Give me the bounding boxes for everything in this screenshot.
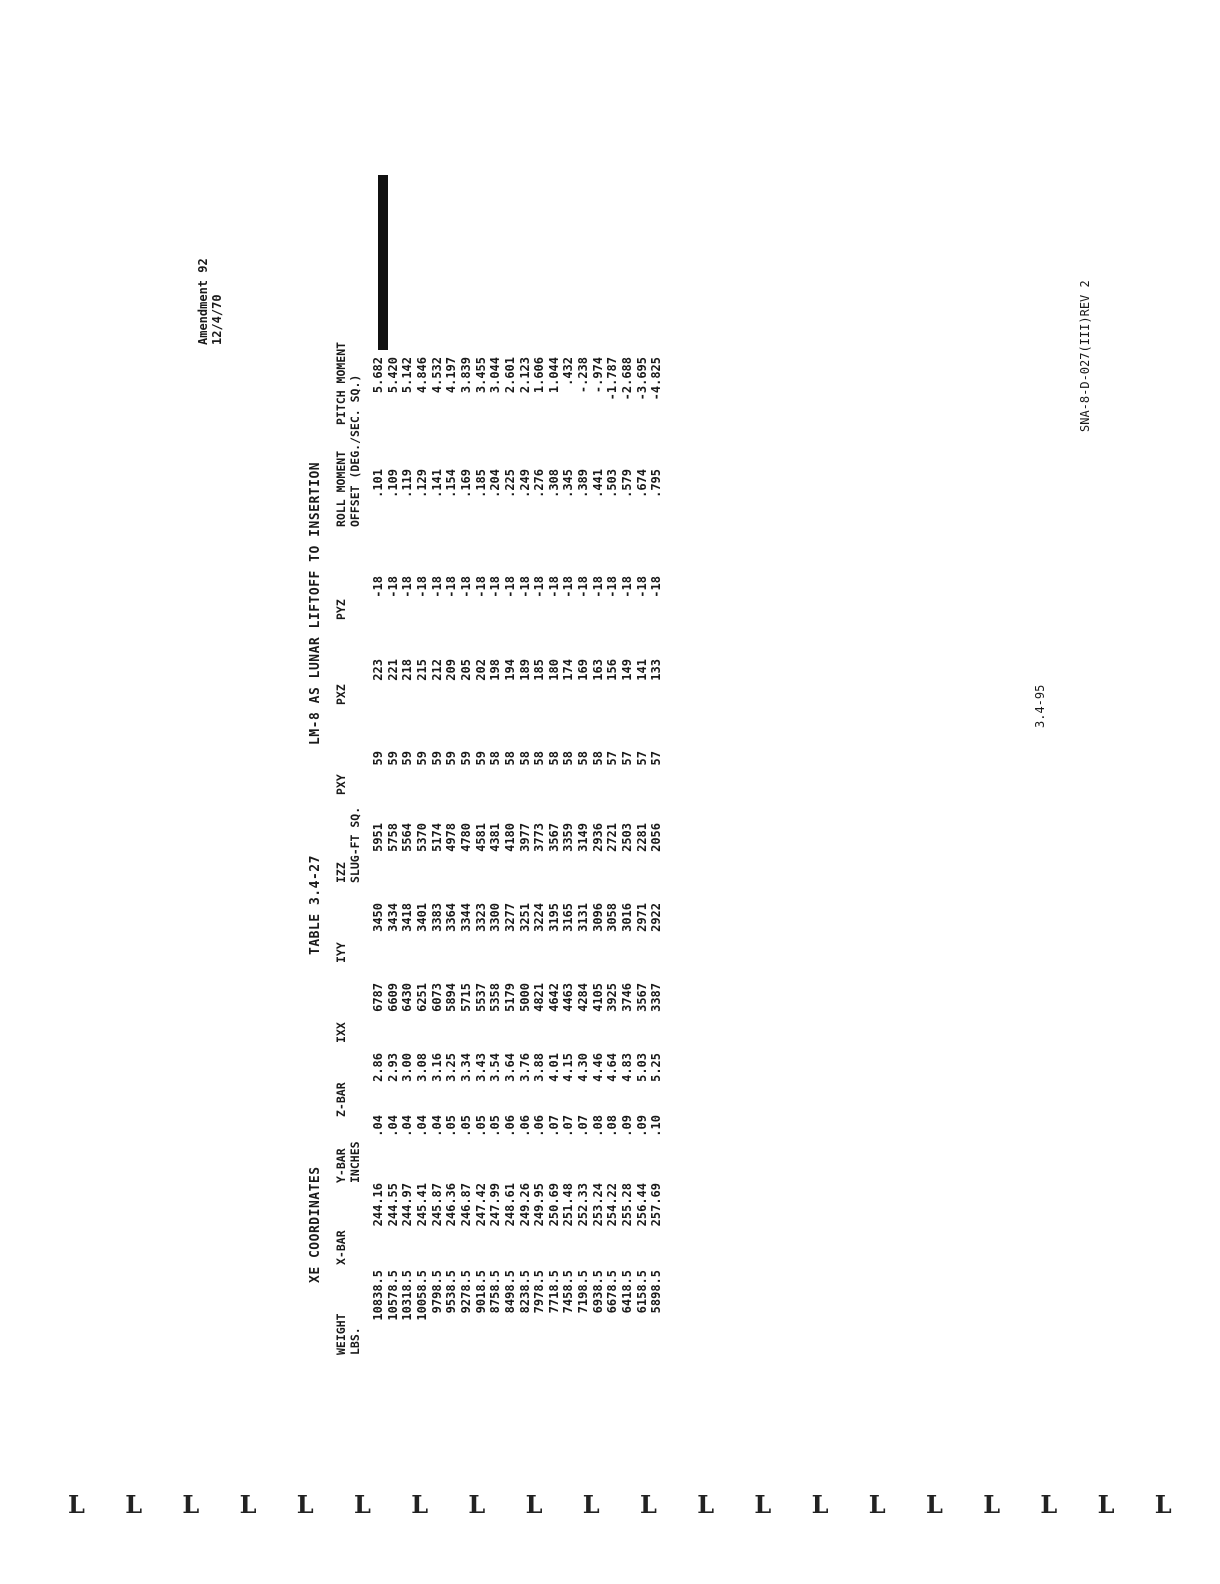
- table-cell: 133: [649, 659, 664, 681]
- margin-mark: L: [125, 1490, 143, 1519]
- table-cell: 58: [488, 751, 503, 766]
- table-cell: 5.142: [400, 357, 415, 394]
- table-cell: 59: [429, 751, 444, 766]
- table-cell: 3.54: [488, 1053, 503, 1082]
- column-header: X-BAR: [334, 1230, 348, 1265]
- margin-mark: L: [1154, 1490, 1172, 1519]
- table-cell: .119: [400, 469, 415, 498]
- table-cell: 3364: [444, 903, 459, 932]
- column-subheader: OFFSET (DEG./SEC. SQ.): [348, 374, 362, 527]
- amendment-block: [196, 258, 224, 345]
- table-cell: 58: [546, 751, 561, 766]
- table-cell: 2721: [605, 823, 620, 852]
- table-cell: 4381: [488, 823, 503, 852]
- table-cell: 59: [444, 751, 459, 766]
- table-cell: -4.825: [649, 357, 664, 401]
- table-cell: 4.30: [576, 1053, 591, 1082]
- table-cell: 9538.5: [444, 1270, 459, 1314]
- margin-mark: L: [754, 1490, 772, 1519]
- column-header: Y-BAR: [334, 1148, 348, 1183]
- table-cell: .129: [414, 469, 429, 498]
- table-cell: 3195: [546, 903, 561, 932]
- margin-mark: L: [468, 1490, 486, 1519]
- table-cell: 2.601: [502, 357, 517, 394]
- table-cell: 8498.5: [502, 1270, 517, 1314]
- column-header: Z-BAR: [334, 1082, 348, 1117]
- table-cell: .389: [576, 469, 591, 498]
- table-cell: 3224: [532, 903, 547, 932]
- table-cell: 5758: [385, 823, 400, 852]
- table-cell: 3.64: [502, 1053, 517, 1082]
- table-cell: -1.787: [605, 357, 620, 401]
- margin-mark: L: [811, 1490, 829, 1519]
- table-cell: 256.44: [634, 1183, 649, 1227]
- table-cell: -18: [473, 576, 488, 598]
- table-cell: 247.42: [473, 1183, 488, 1227]
- table-cell: 10318.5: [400, 1270, 415, 1321]
- table-cell: 3344: [458, 903, 473, 932]
- table-cell: 57: [605, 751, 620, 766]
- table-cell: 3277: [502, 903, 517, 932]
- table-cell: .225: [502, 469, 517, 498]
- table-cell: 2.123: [517, 357, 532, 394]
- table-cell: 3387: [649, 983, 664, 1012]
- table-cell: 2056: [649, 823, 664, 852]
- margin-mark: L: [68, 1490, 85, 1519]
- table-cell: 4.01: [546, 1053, 561, 1082]
- table-cell: 5715: [458, 983, 473, 1012]
- table-cell: 202: [473, 659, 488, 681]
- lm8-mass-properties-table: [308, 175, 728, 1355]
- table-cell: 5.03: [634, 1053, 649, 1082]
- table-cell: 58: [532, 751, 547, 766]
- table-cell: -18: [576, 576, 591, 598]
- table-cell: 189: [517, 659, 532, 681]
- table-cell: 9018.5: [473, 1270, 488, 1314]
- table-cell: .154: [444, 469, 459, 498]
- column-subheader: INCHES: [348, 1141, 362, 1183]
- table-cell: 4780: [458, 823, 473, 852]
- table-cell: 249.26: [517, 1183, 532, 1227]
- column-header: IZZ: [334, 862, 348, 883]
- amendment-date: 12/4/70: [210, 294, 224, 345]
- table-cell: 3016: [620, 903, 635, 932]
- table-cell: 10578.5: [385, 1270, 400, 1321]
- table-cell: -18: [371, 576, 385, 598]
- table-cell: 59: [473, 751, 488, 766]
- table-cell: 6418.5: [620, 1270, 635, 1314]
- margin-mark: L: [868, 1490, 886, 1519]
- table-cell: -.238: [576, 357, 591, 394]
- table-cell: .579: [620, 469, 635, 498]
- table-cell: .09: [620, 1115, 635, 1137]
- table-cell: 5898.5: [649, 1270, 664, 1314]
- table-cell: 3251: [517, 903, 532, 932]
- table-cell: 3359: [561, 823, 576, 852]
- table-cell: 3.76: [517, 1053, 532, 1082]
- table-cell: 3.43: [473, 1053, 488, 1082]
- table-number: TABLE 3.4-27: [308, 855, 323, 955]
- table-cell: -18: [546, 576, 561, 598]
- table-cell: 59: [371, 751, 385, 766]
- revision-bar: [378, 175, 388, 350]
- margin-mark: L: [182, 1490, 200, 1519]
- table-cell: 3567: [634, 983, 649, 1012]
- table-cell: -.974: [590, 357, 605, 394]
- column-header: ROLL MOMENT: [334, 450, 348, 527]
- table-cell: 3746: [620, 983, 635, 1012]
- table-cell: -18: [590, 576, 605, 598]
- table-cell: 247.99: [488, 1183, 503, 1227]
- table-cell: .141: [429, 469, 444, 498]
- table-cell: .169: [458, 469, 473, 498]
- table-cell: -18: [532, 576, 547, 598]
- table-cell: 3096: [590, 903, 605, 932]
- table-cell: 4105: [590, 983, 605, 1012]
- table-cell: .08: [590, 1115, 605, 1137]
- table-cell: .109: [385, 469, 400, 498]
- column-subheader: LBS.: [348, 1327, 362, 1355]
- table-cell: 3.08: [414, 1053, 429, 1082]
- table-cell: 6158.5: [634, 1270, 649, 1314]
- table-cell: 5951: [371, 823, 385, 852]
- table-cell: 3323: [473, 903, 488, 932]
- table-cell: 5.682: [371, 357, 385, 394]
- table-cell: 4180: [502, 823, 517, 852]
- table-cell: 4.83: [620, 1053, 635, 1082]
- table-cell: 8758.5: [488, 1270, 503, 1314]
- table-cell: .503: [605, 469, 620, 498]
- table-cell: 3.044: [488, 357, 503, 394]
- table-cell: 221: [385, 659, 400, 681]
- table-cell: .04: [400, 1115, 415, 1137]
- margin-mark: L: [296, 1490, 314, 1519]
- table-cell: 4.64: [605, 1053, 620, 1082]
- table-cell: 3925: [605, 983, 620, 1012]
- table-cell: 58: [561, 751, 576, 766]
- margin-mark: L: [239, 1490, 257, 1519]
- table-cell: 2281: [634, 823, 649, 852]
- margin-marks-row: [0, 1490, 1220, 1530]
- table-cell: 7458.5: [561, 1270, 576, 1314]
- table-cell: 5.420: [385, 357, 400, 394]
- table-cell: 3165: [561, 903, 576, 932]
- table-cell: 2922: [649, 903, 664, 932]
- table-cell: 6073: [429, 983, 444, 1012]
- table-cell: .795: [649, 469, 664, 498]
- table-cell: .07: [546, 1115, 561, 1137]
- table-cell: 9798.5: [429, 1270, 444, 1314]
- table-cell: .05: [473, 1115, 488, 1137]
- left-title: XE COORDINATES: [308, 1166, 323, 1283]
- table-cell: 249.95: [532, 1183, 547, 1227]
- table-cell: 2971: [634, 903, 649, 932]
- table-cell: .04: [371, 1115, 385, 1137]
- column-header: PYZ: [334, 599, 348, 620]
- table-cell: 194: [502, 659, 517, 681]
- table-cell: 4.197: [444, 357, 459, 394]
- table-cell: 5370: [414, 823, 429, 852]
- table-cell: -18: [561, 576, 576, 598]
- table-cell: .04: [385, 1115, 400, 1137]
- table-cell: 58: [517, 751, 532, 766]
- table-cell: 3773: [532, 823, 547, 852]
- table-cell: .101: [371, 469, 385, 498]
- table-cell: .204: [488, 469, 503, 498]
- table-cell: 169: [576, 659, 591, 681]
- table-cell: 3300: [488, 903, 503, 932]
- table-cell: 10838.5: [371, 1270, 385, 1321]
- table-cell: 244.16: [371, 1183, 385, 1227]
- table-cell: 4.532: [429, 357, 444, 394]
- column-header: IYY: [334, 942, 348, 963]
- table-cell: 58: [590, 751, 605, 766]
- table-cell: 257.69: [649, 1183, 664, 1227]
- table-cell: 4284: [576, 983, 591, 1012]
- table-cell: .06: [517, 1115, 532, 1137]
- table-cell: 7978.5: [532, 1270, 547, 1314]
- margin-mark: L: [1040, 1490, 1058, 1519]
- table-cell: 212: [429, 659, 444, 681]
- table-cell: -18: [605, 576, 620, 598]
- table-cell: -18: [620, 576, 635, 598]
- margin-mark: L: [926, 1490, 943, 1519]
- table-cell: 3383: [429, 903, 444, 932]
- table-cell: .07: [576, 1115, 591, 1137]
- table-cell: 4.846: [414, 357, 429, 394]
- table-cell: 205: [458, 659, 473, 681]
- table-cell: 10058.5: [414, 1270, 429, 1321]
- table-cell: 248.61: [502, 1183, 517, 1227]
- table-cell: 1.044: [546, 357, 561, 394]
- table-cell: .06: [502, 1115, 517, 1137]
- table-cell: 246.87: [458, 1183, 473, 1227]
- table-cell: 2503: [620, 823, 635, 852]
- margin-mark: L: [1097, 1490, 1115, 1519]
- table-cell: -18: [385, 576, 400, 598]
- table-cell: 6787: [371, 983, 385, 1012]
- table-cell: -18: [458, 576, 473, 598]
- table-cell: 57: [649, 751, 664, 766]
- table-cell: .05: [444, 1115, 459, 1137]
- table-cell: 185: [532, 659, 547, 681]
- table-cell: -18: [400, 576, 415, 598]
- table-cell: 198: [488, 659, 503, 681]
- table-cell: 174: [561, 659, 576, 681]
- table-cell: .05: [488, 1115, 503, 1137]
- table-cell: .308: [546, 469, 561, 498]
- table-cell: 57: [634, 751, 649, 766]
- table-cell: -18: [414, 576, 429, 598]
- table-cell: 4463: [561, 983, 576, 1012]
- table-cell: 245.41: [414, 1183, 429, 1227]
- table-cell: .06: [532, 1115, 547, 1137]
- amendment-label: Amendment 92: [196, 258, 210, 345]
- table-cell: 215: [414, 659, 429, 681]
- table-cell: .674: [634, 469, 649, 498]
- table-cell: .05: [458, 1115, 473, 1137]
- table-cell: 59: [385, 751, 400, 766]
- table-cell: 5174: [429, 823, 444, 852]
- margin-mark: L: [983, 1490, 1001, 1519]
- table-cell: 223: [371, 659, 385, 681]
- table-cell: -18: [502, 576, 517, 598]
- table-cell: 254.22: [605, 1183, 620, 1227]
- table-cell: 5.25: [649, 1053, 664, 1082]
- table-cell: .09: [634, 1115, 649, 1137]
- table-cell: 7718.5: [546, 1270, 561, 1314]
- table-cell: 141: [634, 659, 649, 681]
- table-cell: 3450: [371, 903, 385, 932]
- table-cell: 2.86: [371, 1053, 385, 1082]
- table-cell: 252.33: [576, 1183, 591, 1227]
- table-cell: 180: [546, 659, 561, 681]
- table-cell: 3.34: [458, 1053, 473, 1082]
- table-cell: 4581: [473, 823, 488, 852]
- table-cell: 7198.5: [576, 1270, 591, 1314]
- table-cell: 3131: [576, 903, 591, 932]
- table-cell: 8238.5: [517, 1270, 532, 1314]
- table-cell: 58: [502, 751, 517, 766]
- table-cell: .08: [605, 1115, 620, 1137]
- table-cell: 3.839: [458, 357, 473, 394]
- table-cell: 2936: [590, 823, 605, 852]
- table-cell: 218: [400, 659, 415, 681]
- table-cell: 59: [400, 751, 415, 766]
- table-cell: 59: [414, 751, 429, 766]
- table-cell: .185: [473, 469, 488, 498]
- table-cell: -18: [649, 576, 664, 598]
- table-cell: 3.00: [400, 1053, 415, 1082]
- table-cell: 3.16: [429, 1053, 444, 1082]
- table-cell: 57: [620, 751, 635, 766]
- table-cell: .07: [561, 1115, 576, 1137]
- table-cell: 3977: [517, 823, 532, 852]
- table-cell: 4.46: [590, 1053, 605, 1082]
- rotated-data-table: [308, 175, 728, 1355]
- table-cell: .249: [517, 469, 532, 498]
- table-cell: 6609: [385, 983, 400, 1012]
- table-cell: 59: [458, 751, 473, 766]
- table-cell: 3.88: [532, 1053, 547, 1082]
- column-header: IXX: [334, 1022, 348, 1043]
- column-header: PXY: [334, 774, 348, 795]
- table-cell: 4821: [532, 983, 547, 1012]
- margin-mark: L: [640, 1490, 657, 1519]
- table-cell: 3418: [400, 903, 415, 932]
- table-cell: -18: [517, 576, 532, 598]
- table-cell: 5358: [488, 983, 503, 1012]
- table-cell: 6938.5: [590, 1270, 605, 1314]
- table-cell: .441: [590, 469, 605, 498]
- table-cell: -18: [634, 576, 649, 598]
- table-cell: -3.695: [634, 357, 649, 401]
- table-cell: 163: [590, 659, 605, 681]
- column-subheader: SLUG-FT SQ.: [348, 806, 362, 883]
- column-header: WEIGHT: [334, 1313, 348, 1355]
- table-cell: 6678.5: [605, 1270, 620, 1314]
- table-cell: 149: [620, 659, 635, 681]
- table-cell: 4642: [546, 983, 561, 1012]
- table-cell: 3058: [605, 903, 620, 932]
- margin-mark: L: [354, 1490, 371, 1519]
- table-cell: 245.87: [429, 1183, 444, 1227]
- margin-mark: L: [525, 1490, 543, 1519]
- table-cell: -18: [429, 576, 444, 598]
- table-cell: 1.606: [532, 357, 547, 394]
- table-cell: 246.36: [444, 1183, 459, 1227]
- table-cell: 4978: [444, 823, 459, 852]
- table-cell: -18: [444, 576, 459, 598]
- margin-mark: L: [697, 1490, 715, 1519]
- table-cell: 3.25: [444, 1053, 459, 1082]
- table-cell: .276: [532, 469, 547, 498]
- table-cell: 5000: [517, 983, 532, 1012]
- table-cell: 2.93: [385, 1053, 400, 1082]
- page-number: 3.4-95: [1033, 684, 1047, 728]
- table-cell: 6430: [400, 983, 415, 1012]
- table-cell: .345: [561, 469, 576, 498]
- table-cell: 6251: [414, 983, 429, 1012]
- table-cell: 58: [576, 751, 591, 766]
- table-cell: 251.48: [561, 1183, 576, 1227]
- table-title: LM-8 AS LUNAR LIFTOFF TO INSERTION: [308, 461, 323, 745]
- table-cell: 5537: [473, 983, 488, 1012]
- table-cell: 244.55: [385, 1183, 400, 1227]
- table-cell: 3149: [576, 823, 591, 852]
- table-cell: 3401: [414, 903, 429, 932]
- table-cell: 5564: [400, 823, 415, 852]
- table-cell: 209: [444, 659, 459, 681]
- table-cell: 253.24: [590, 1183, 605, 1227]
- table-cell: -2.688: [620, 357, 635, 401]
- document-id: SNA-8-D-027(III)REV 2: [1078, 280, 1092, 432]
- table-cell: 9278.5: [458, 1270, 473, 1314]
- margin-mark: L: [582, 1490, 600, 1519]
- table-cell: 250.69: [546, 1183, 561, 1227]
- table-cell: 156: [605, 659, 620, 681]
- table-cell: 3.455: [473, 357, 488, 394]
- table-cell: 255.28: [620, 1183, 635, 1227]
- table-cell: 244.97: [400, 1183, 415, 1227]
- column-header: PXZ: [334, 684, 348, 705]
- table-cell: .04: [429, 1115, 444, 1137]
- table-cell: 3567: [546, 823, 561, 852]
- column-header: PITCH MOMENT: [334, 341, 348, 425]
- table-cell: .432: [561, 357, 576, 386]
- table-cell: 5179: [502, 983, 517, 1012]
- table-cell: .04: [414, 1115, 429, 1137]
- table-cell: 5894: [444, 983, 459, 1012]
- table-cell: 4.15: [561, 1053, 576, 1082]
- table-cell: 3434: [385, 903, 400, 932]
- table-cell: .10: [649, 1115, 664, 1137]
- margin-mark: L: [411, 1490, 429, 1519]
- table-cell: -18: [488, 576, 503, 598]
